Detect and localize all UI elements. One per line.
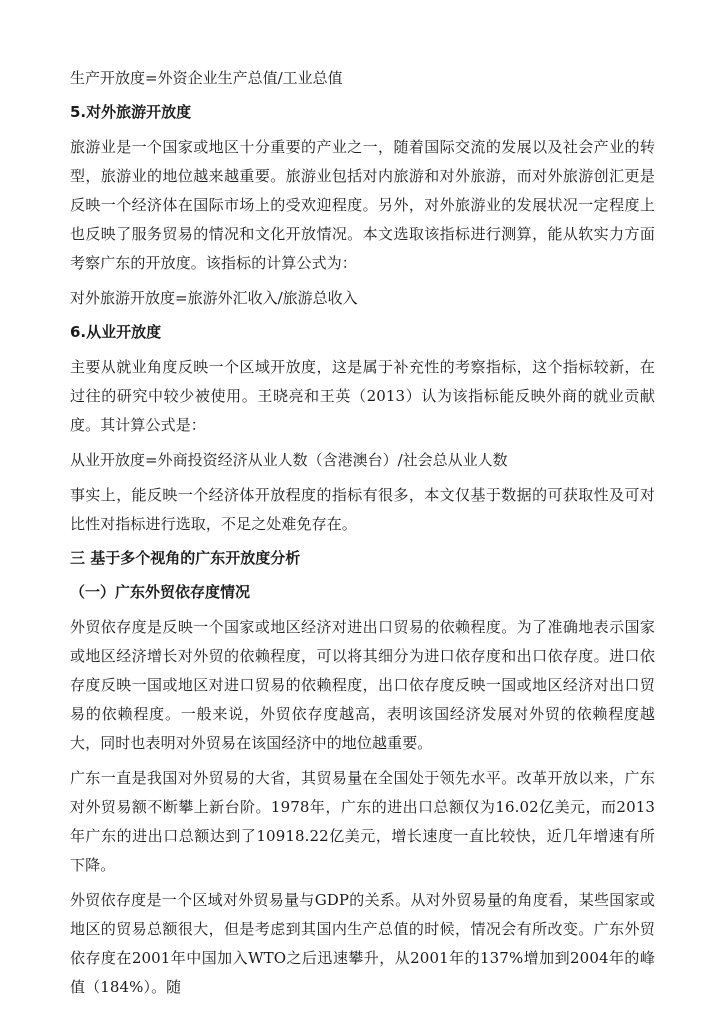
subsection-1-paragraph-1: 外贸依存度是反映一个国家或地区经济对进出口贸易的依赖程度。为了准确地表示国家或地区经济增长对外贸的依赖程度，可以将其细分为进口依存度和出口依存度。进口依存度反映一国或地区对进口贸易的依赖程度，出口依存度反映一国或地区经济对出口贸易的依赖程度。一般来说，外贸依存度越高，表明该国经济发展对外贸的依赖程度越大，同时也表明对外贸易在该国经济中的地位越重要。 [70,618,655,752]
section-6-note: 事实上，能反映一个经济体开放程度的指标有很多，本文仅基于数据的可获取性及可对比性对指标进行选取，不足之处难免存在。 [70,486,655,533]
formula-employment-openness: 从业开放度=外商投资经济从业人数（含港澳台）/社会总从业人数 [70,451,508,469]
subsection-1-paragraph-2: 广东一直是我国对外贸易的大省，其贸易量在全国处于领先水平。改革开放以来，广东对外贸易额不断攀上新台阶。1978年，广东的进出口总额仅为16.02亿美元，而2013年广东的进出口总额达到了10918.22亿美元，增长速度一直比较快，近几年增速有所下降。 [70,769,655,874]
subsection-1-paragraph-3: 外贸依存度是一个区域对外贸易量与GDP的关系。从对外贸易量的角度看，某些国家或地区的贸易总额很大，但是考虑到其国内生产总值的时候，情况会有所改变。广东外贸依存度在2001年中国加入WTO之后迅速攀升，从2001年的137%增加到2004年的峰值（184%）。随 [70,891,655,996]
formula-industrial-openness: 生产开放度=外资企业生产总值/工业总值 [70,69,343,87]
section-6-heading: 6.从业开放度 [70,323,162,341]
section-6-paragraph: 主要从就业角度反映一个区域开放度，这是属于补充性的考察指标，这个指标较新，在过往的研究中较少被使用。王晓亮和王英（2013）认为该指标能反映外商的就业贡献度。其计算公式是： [70,358,655,434]
section-5-paragraph: 旅游业是一个国家或地区十分重要的产业之一，随着国际交流的发展以及社会产业的转型，旅游业的地位越来越重要。旅游业包括对内旅游和对外旅游，而对外旅游创汇更是反映一个经济体在国际市场上的受欢迎程度。另外，对外旅游业的发展状况一定程度上也反映了服务贸易的情况和文化开放情况。本文选取该指标进行测算，能从软实力方面考察广东的开放度。该指标的计算公式为： [70,138,655,272]
section-5-heading: 5.对外旅游开放度 [70,103,192,121]
document-page [70,64,655,1008]
subsection-1-heading: （一）广东外贸依存度情况 [70,583,251,601]
formula-tourism-openness: 对外旅游开放度=旅游外汇收入/旅游总收入 [70,289,358,307]
chapter-3-heading: 三 基于多个视角的广东开放度分析 [70,549,301,567]
